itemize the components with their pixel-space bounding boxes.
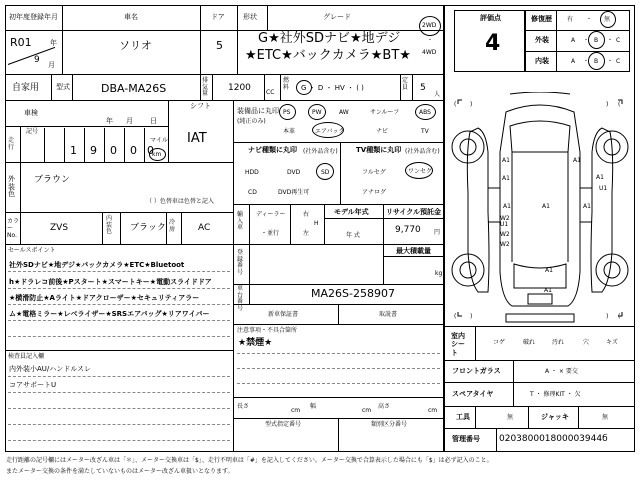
damage-label: W2 <box>500 241 510 248</box>
tv-analog: アナログ <box>362 189 387 196</box>
tv-type-sub: (社外品含む) <box>405 148 440 155</box>
door-label: ドア <box>211 13 225 21</box>
navi-dvd-play: DVD再生可 <box>278 189 310 196</box>
persons-unit: 人 <box>434 91 441 98</box>
equip-aw: AW <box>339 109 349 116</box>
displacement-label: 排気量 <box>202 77 209 98</box>
svg-text:): ) <box>606 101 609 108</box>
int-grade-c: C <box>616 58 621 65</box>
fuel-label: 燃料 <box>283 77 290 91</box>
car-diagram <box>448 92 632 324</box>
car-name: ソリオ <box>119 39 152 52</box>
svg-text:): ) <box>470 313 473 320</box>
interior-color-label: 内装色 <box>106 215 113 236</box>
exterior-grade-label: 外装 <box>535 36 549 44</box>
kg-unit: kg <box>435 270 443 277</box>
repair-label: 修復歴 <box>531 15 552 23</box>
odometer-digit: 9 <box>90 144 97 157</box>
equip-ps: PS <box>283 109 291 116</box>
score: 4 <box>485 31 501 56</box>
parallel: ・並行 <box>261 230 280 237</box>
damage-label: A1 <box>583 203 591 210</box>
inspection-day: 日 <box>150 117 157 125</box>
grade-label: グレード <box>323 13 351 21</box>
ext-grade-dot: ・ <box>583 37 590 44</box>
windshield-label: フロントガラス <box>452 367 501 375</box>
recycle-value: 9,770 <box>395 225 421 235</box>
int-grade-a: A <box>571 58 576 65</box>
height-unit: cm <box>428 407 438 414</box>
seat-label: 室内シート <box>451 332 465 357</box>
ac-label: 冷房 <box>169 219 176 233</box>
grade-line2: ★ETC★バックカメラ★BT★ <box>245 48 411 63</box>
spare-value: T ・ 修理KIT ・ 欠 <box>530 391 581 398</box>
inspector-label: 検査員記入欄 <box>8 353 45 360</box>
width-unit: cm <box>362 407 372 414</box>
category-label: 類別区分番号 <box>371 421 408 428</box>
equipment-sublabel: (純正のみ) <box>237 118 266 125</box>
color-no-label: カラーNo. <box>7 218 20 240</box>
seat-item: 破れ <box>523 339 536 346</box>
year-unit: 年 <box>50 39 57 47</box>
damage-label: U1 <box>500 221 509 228</box>
handle-label: H <box>314 220 319 227</box>
damage-label: A1 <box>596 174 604 181</box>
inspection-month: 月 <box>126 117 133 125</box>
damage-label: A1 <box>573 157 581 164</box>
spare-label: スペアタイヤ <box>452 390 494 398</box>
ac-value: AC <box>198 223 211 233</box>
record-label: 記号 <box>26 128 39 135</box>
km-label: km <box>152 151 162 158</box>
score-label: 評価点 <box>480 14 501 22</box>
repair-yes: 有 <box>567 16 574 23</box>
odometer-digit: 0 <box>130 144 137 157</box>
tools-value: 無 <box>507 414 514 421</box>
run-label: 走行 <box>8 137 15 151</box>
exterior-color-label: 外装色 <box>8 175 15 199</box>
capacity: 5 <box>420 83 426 93</box>
grade-line1: G★社外SDナビ★地デジ <box>258 31 401 46</box>
recycle-unit: 円 <box>434 229 441 236</box>
mgmt-number: 020380001800003944б <box>499 434 608 444</box>
navi-dvd: DVD <box>287 169 301 176</box>
interior-color: ブラック <box>130 223 166 233</box>
capacity-label: 定員 <box>402 77 409 91</box>
sales-point-line: ム★電格ミラー★レベライザー★SRSエアバッグ★リアワイパー <box>9 310 210 318</box>
navi-cd: CD <box>248 189 257 196</box>
navi-type-label: ナビ種類に丸印 <box>248 146 297 154</box>
damage-label: A1 <box>544 287 552 294</box>
equip-leather: 本革 <box>283 128 296 135</box>
sales-point-line: h★ドラレコ前後★Pスタート★スマートキー★電動スライドドア <box>9 278 212 286</box>
svg-text:): ) <box>470 101 473 108</box>
equip-abs: ABS <box>419 109 431 116</box>
dealer: ディーラー <box>256 211 286 218</box>
month-unit: 月 <box>48 61 55 69</box>
color-change-note: （ ）色替車は色替と記入 <box>146 198 214 205</box>
svg-text:(: ( <box>618 313 621 320</box>
new-warranty: 新車保証書 <box>268 311 299 318</box>
repair-none: 無 <box>604 16 611 23</box>
recycle-label: リサイクル預託金 <box>386 208 442 216</box>
footer-line2: またメーター交換の条件を満たしていないものはメーター改ざん車扱いとなります。 <box>6 468 234 475</box>
navi-hdd: HDD <box>245 169 259 176</box>
shape-label: 形状 <box>243 13 257 21</box>
model-label: 型式 <box>56 83 70 91</box>
import-label: 輸入車 <box>237 211 244 232</box>
jack-label: ジャッキ <box>541 413 569 421</box>
ext-grade-a: A <box>571 37 576 44</box>
notes: ★禁煙★ <box>238 338 273 348</box>
inspection-year: 年 <box>106 117 113 125</box>
exterior-color: ブラウン <box>34 175 71 185</box>
damage-label: W2 <box>500 215 510 222</box>
damage-label: W2 <box>500 231 510 238</box>
damage-label: A1 <box>502 157 510 164</box>
int-grade-dot: ・ <box>583 58 590 65</box>
mgmt-label: 管理番号 <box>452 435 480 443</box>
equip-pw: PW <box>312 109 322 116</box>
footer-line1: 走行距離の記号欄にはメーター改ざん車は「＊」、メーター交換車は「$」、走行不明車は「#」を記入してください。メーター交換で合算表示した場合にも「$」は必ず記入のこと。 <box>6 457 493 464</box>
seat-item: 穴 <box>583 339 590 346</box>
equip-tv: TV <box>421 128 429 135</box>
sales-point-line: ★横滑防止★Aライト★ドアクローザー★セキュリティアラー <box>9 294 200 302</box>
shift: IAT <box>187 131 207 146</box>
tv-type-label: TV種類に丸印 <box>356 146 402 154</box>
damage-label: A1 <box>542 203 550 210</box>
equipment-label: 装備品に丸印 <box>237 107 279 115</box>
jack-value: 無 <box>602 414 609 421</box>
first-reg-year: R01 <box>10 36 32 49</box>
equip-navi: ナビ <box>376 128 389 135</box>
windshield-value: A ・ × 要交 <box>545 368 578 375</box>
max-load-label: 最大積載量 <box>396 247 431 255</box>
navi-type-sub: (社外品含む) <box>303 148 338 155</box>
damage-label: A1 <box>502 175 510 182</box>
usage: 自家用 <box>12 83 40 93</box>
drive-dot: ・ <box>427 37 434 44</box>
damage-label: U1 <box>599 185 608 192</box>
reg-no-label: 登録番号 <box>237 249 244 276</box>
displacement: 1200 <box>228 83 251 93</box>
model: DBA-MA26S <box>101 82 167 95</box>
fuel-options: G ・ D ・ HV ・ ( ) <box>301 84 364 92</box>
int-grade-dot: ・ <box>607 58 614 65</box>
seat-item: キズ <box>606 339 618 346</box>
damage-label: A1 <box>545 267 553 274</box>
right-handle: 右 <box>303 211 310 218</box>
repair-dot: ・ <box>586 16 593 23</box>
left-section <box>5 5 444 452</box>
doors: 5 <box>216 39 223 52</box>
drive-2wd: 2WD <box>422 22 437 29</box>
ext-grade-dot: ・ <box>607 37 614 44</box>
tv-oneseg: ワンセグ <box>408 168 433 175</box>
chassis-label: 車台番号 <box>237 285 244 312</box>
first-reg-month: 9 <box>34 55 40 65</box>
car-name-label: 車名 <box>124 13 138 21</box>
tv-fullseg: フルセグ <box>362 169 386 176</box>
svg-text:(: ( <box>454 101 457 108</box>
odometer-digit: 0 <box>110 144 117 157</box>
ext-grade-b: B <box>594 37 599 44</box>
model-year-label: モデル年式 <box>334 208 369 216</box>
cc-unit: CC <box>266 89 275 96</box>
sales-point-line: 社外SDナビ★地デジ★バックカメラ★ETC★Bluetoot <box>9 261 185 269</box>
notes-label: 注意事項・不具合箇所 <box>237 327 298 334</box>
seat-item: コゲ <box>493 339 506 346</box>
int-grade-b: B <box>594 58 599 65</box>
navi-sd: SD <box>321 169 330 176</box>
ext-grade-c: C <box>616 37 621 44</box>
mile-label: マイル <box>150 137 168 144</box>
tools-label: 工具 <box>456 413 470 421</box>
svg-text:): ) <box>606 313 609 320</box>
drive-4wd: 4WD <box>422 49 437 56</box>
inspector-line: コアサポートU <box>9 381 57 389</box>
svg-text:(: ( <box>454 313 457 320</box>
color-no: ZVS <box>50 223 69 233</box>
odometer-digit: 0 <box>147 144 154 157</box>
equip-airbag: エアバック <box>315 128 345 135</box>
equip-sunroof: サンルーフ <box>370 109 400 116</box>
inspection-label: 車検 <box>24 109 38 117</box>
manual: 取説書 <box>379 311 398 318</box>
model-designation-label: 型式指定番号 <box>265 421 302 428</box>
sales-points-label: セールスポイント <box>8 247 56 254</box>
length-unit: cm <box>291 407 301 414</box>
length-label: 長さ <box>237 403 250 410</box>
odometer-digit: 1 <box>70 144 77 157</box>
model-year-unit: 年 式 <box>346 232 360 239</box>
inspector-line: 内外装小AU/ハンドルスレ <box>9 365 92 373</box>
seat-item: 汚れ <box>552 339 565 346</box>
shift-label: シフト <box>190 102 211 110</box>
left-handle: 左 <box>303 230 310 237</box>
svg-text:(: ( <box>618 101 621 108</box>
width-label: 幅 <box>310 403 317 410</box>
chassis-number: MA26S-258907 <box>311 287 395 300</box>
damage-label: A1 <box>503 203 511 210</box>
height-label: 高さ <box>378 403 391 410</box>
interior-grade-label: 内装 <box>535 57 549 65</box>
first-reg-label: 初年度登録年月 <box>9 13 58 21</box>
